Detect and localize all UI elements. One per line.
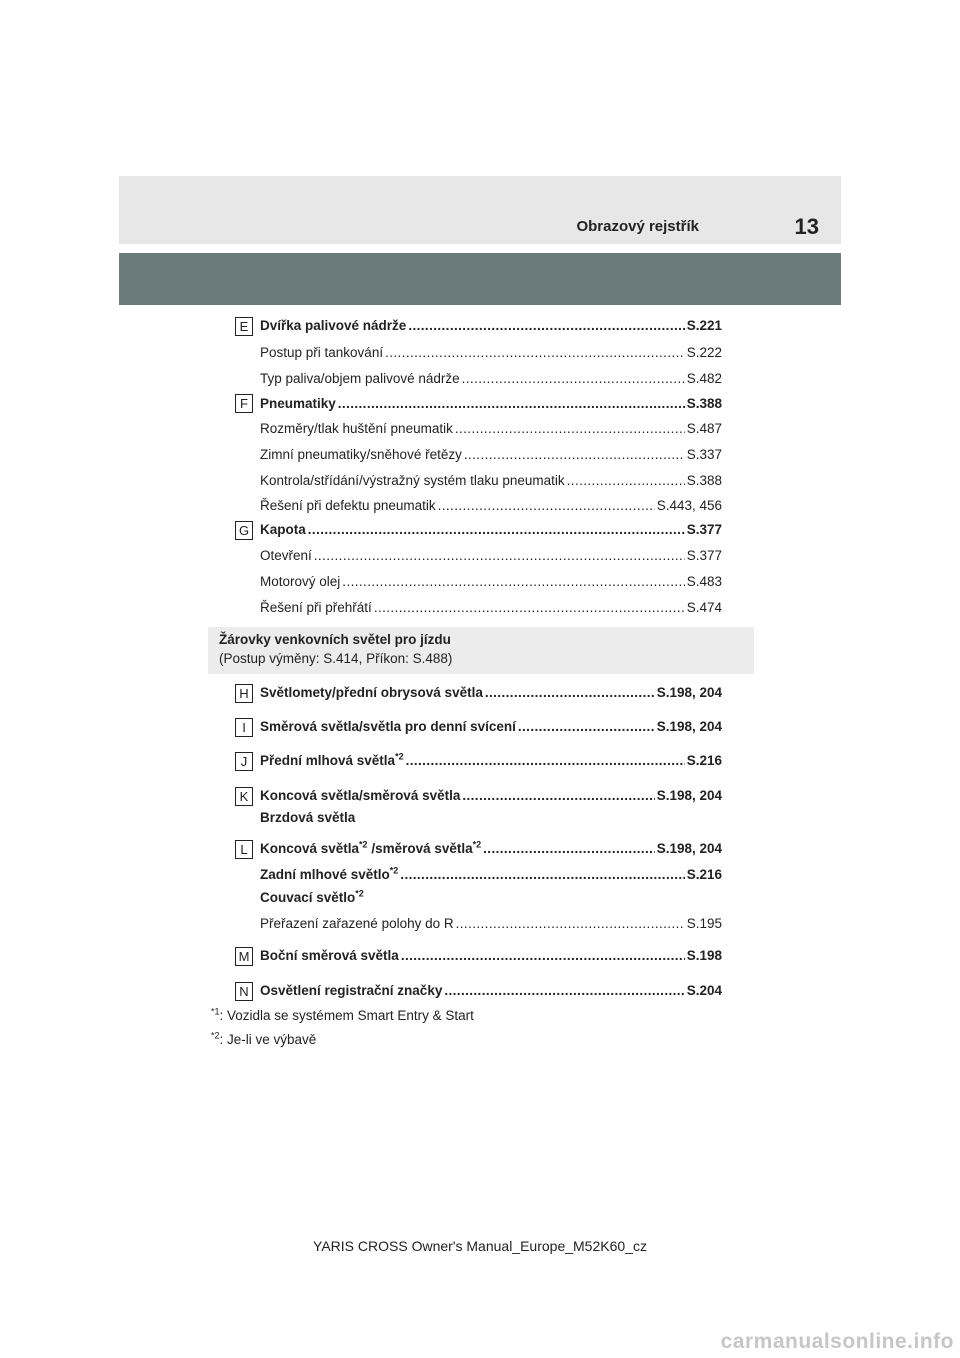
leader-dots: [406, 753, 685, 768]
entry-label: Světlomety/přední obrysová světla: [260, 685, 483, 700]
entry-label: Postup při tankování: [260, 345, 384, 360]
leader-dots: [374, 600, 685, 615]
index-entry-label: Couvací světlo$^{*2}$: [260, 888, 364, 905]
index-entry[interactable]: [260, 788, 722, 808]
entry-page[interactable]: S.222: [686, 345, 722, 360]
footnote-mark: *1: [211, 1006, 220, 1017]
group-letter-f: F: [235, 394, 253, 413]
entry-page[interactable]: S.388: [686, 473, 722, 488]
index-entry-label: Brzdová světla: [260, 810, 356, 825]
entry-label: Řešení při defektu pneumatik: [260, 498, 436, 513]
section-title: Obrazový rejstřík: [576, 218, 699, 235]
document-footer: YARIS CROSS Owner's Manual_Europe_M52K60_cz: [313, 1238, 647, 1254]
header-band: [119, 253, 841, 305]
entry-page[interactable]: S.216: [686, 753, 722, 768]
leader-dots: [462, 788, 654, 803]
entry-label: Koncová světla/směrová světla: [260, 788, 461, 803]
footnote-mark: *2: [395, 751, 404, 762]
index-entry[interactable]: [260, 473, 722, 493]
leader-dots: [464, 447, 685, 462]
entry-label: Osvětlení registrační značky: [260, 983, 443, 998]
entry-label: Typ paliva/objem palivové nádrže: [260, 371, 460, 386]
entry-label: Boční směrová světla: [260, 948, 399, 963]
index-entry[interactable]: [260, 345, 722, 365]
group-letter-m: M: [235, 947, 253, 966]
index-entry[interactable]: [260, 841, 722, 861]
index-entry[interactable]: [260, 600, 722, 620]
index-entry[interactable]: [260, 948, 722, 968]
index-entry[interactable]: [260, 753, 722, 773]
leader-dots: [455, 421, 685, 436]
entry-label: Zadní mlhové světlo$^{*2}$: [260, 865, 399, 882]
leader-dots: [308, 522, 685, 537]
bulbs-section-box: [208, 627, 754, 674]
entry-label: Dvířka palivové nádrže: [260, 318, 407, 333]
entry-page[interactable]: S.198, 204: [656, 788, 722, 803]
entry-label: Směrová světla/světla pro denní svícení: [260, 719, 516, 734]
page-number: 13: [794, 214, 819, 239]
footnote-mark: *2: [211, 1030, 220, 1041]
entry-label: Přeřazení zařazené polohy do R: [260, 916, 454, 931]
footnote-mark: *2: [389, 865, 399, 876]
group-letter-k: K: [235, 787, 253, 806]
entry-page[interactable]: S.198, 204: [656, 719, 722, 734]
bulbs-title: Žárovky venkovních světel pro jízdu: [219, 632, 451, 647]
group-letter-g: G: [235, 521, 253, 540]
footnote-mark: *2: [359, 839, 368, 850]
entry-page[interactable]: S.198: [686, 948, 722, 963]
leader-dots: [518, 719, 655, 734]
entry-label: Řešení při přehřátí: [260, 600, 372, 615]
entry-page[interactable]: S.337: [686, 447, 722, 462]
index-entry[interactable]: [260, 522, 722, 542]
leader-dots: [408, 318, 684, 333]
leader-dots: [485, 685, 655, 700]
entry-label: Kontrola/střídání/výstražný systém tlaku pneumatik: [260, 473, 565, 488]
index-entry[interactable]: [260, 867, 722, 887]
entry-label: Kapota: [260, 522, 306, 537]
footnote: $^{*1}$: Vozidla se systémem Smart Entry & Start: [211, 1006, 474, 1023]
index-entry[interactable]: [260, 371, 722, 391]
index-entry[interactable]: [260, 548, 722, 568]
index-entry[interactable]: [260, 685, 722, 705]
leader-dots: [456, 916, 685, 931]
leader-dots: [438, 498, 655, 513]
index-entry[interactable]: [260, 447, 722, 467]
leader-dots: [462, 371, 685, 386]
footnote-mark: *2: [355, 888, 364, 899]
group-letter-n: N: [235, 982, 253, 1001]
entry-page[interactable]: S.388: [686, 396, 722, 411]
index-entry[interactable]: [260, 574, 722, 594]
leader-dots: [401, 948, 685, 963]
entry-page[interactable]: S.487: [686, 421, 722, 436]
group-letter-l: L: [235, 840, 253, 859]
entry-label: Rozměry/tlak huštění pneumatik: [260, 421, 453, 436]
leader-dots: [483, 841, 655, 856]
group-letter-e: E: [235, 317, 253, 336]
leader-dots: [444, 983, 684, 998]
index-entry[interactable]: [260, 983, 722, 1003]
footnote: $^{*2}$: Je-li ve výbavě: [211, 1030, 317, 1047]
entry-label: Přední mlhová světla$^{*2}$: [260, 751, 404, 768]
index-entry[interactable]: [260, 318, 722, 338]
entry-page[interactable]: S.195: [686, 916, 722, 931]
entry-label: Koncová světla$^{*2}$ /směrová světla$^{*2}$: [260, 839, 482, 856]
entry-page[interactable]: S.204: [686, 983, 722, 998]
entry-label: Zimní pneumatiky/sněhové řetězy: [260, 447, 462, 462]
watermark: carmanualsonline.info: [720, 1330, 954, 1353]
bulbs-subtitle: (Postup výměny: S.414, Příkon: S.488): [219, 651, 453, 666]
leader-dots: [567, 473, 685, 488]
leader-dots: [338, 396, 685, 411]
index-entry[interactable]: [260, 719, 722, 739]
leader-dots: [342, 574, 684, 589]
entry-page[interactable]: S.377: [686, 548, 722, 563]
leader-dots: [400, 867, 684, 882]
entry-page[interactable]: S.377: [686, 522, 722, 537]
group-letter-i: I: [235, 718, 253, 737]
leader-dots: [385, 345, 685, 360]
entry-label: Pneumatiky: [260, 396, 336, 411]
entry-page[interactable]: S.443, 456: [656, 498, 722, 513]
index-entry[interactable]: [260, 916, 722, 936]
entry-page[interactable]: S.221: [686, 318, 722, 333]
group-letter-h: H: [235, 684, 253, 703]
group-letter-j: J: [235, 752, 253, 771]
page-header: [119, 176, 841, 244]
index-entry[interactable]: [260, 421, 722, 441]
entry-page[interactable]: S.483: [686, 574, 722, 589]
index-entry[interactable]: [260, 498, 722, 518]
entry-page[interactable]: S.216: [686, 867, 722, 882]
entry-page[interactable]: S.198, 204: [656, 685, 722, 700]
entry-label: Otevření: [260, 548, 312, 563]
leader-dots: [314, 548, 685, 563]
index-entry[interactable]: [260, 396, 722, 416]
footnote-mark: *2: [472, 839, 482, 850]
entry-page[interactable]: S.474: [686, 600, 722, 615]
entry-page[interactable]: S.198, 204: [656, 841, 722, 856]
entry-label: Motorový olej: [260, 574, 341, 589]
entry-page[interactable]: S.482: [686, 371, 722, 386]
